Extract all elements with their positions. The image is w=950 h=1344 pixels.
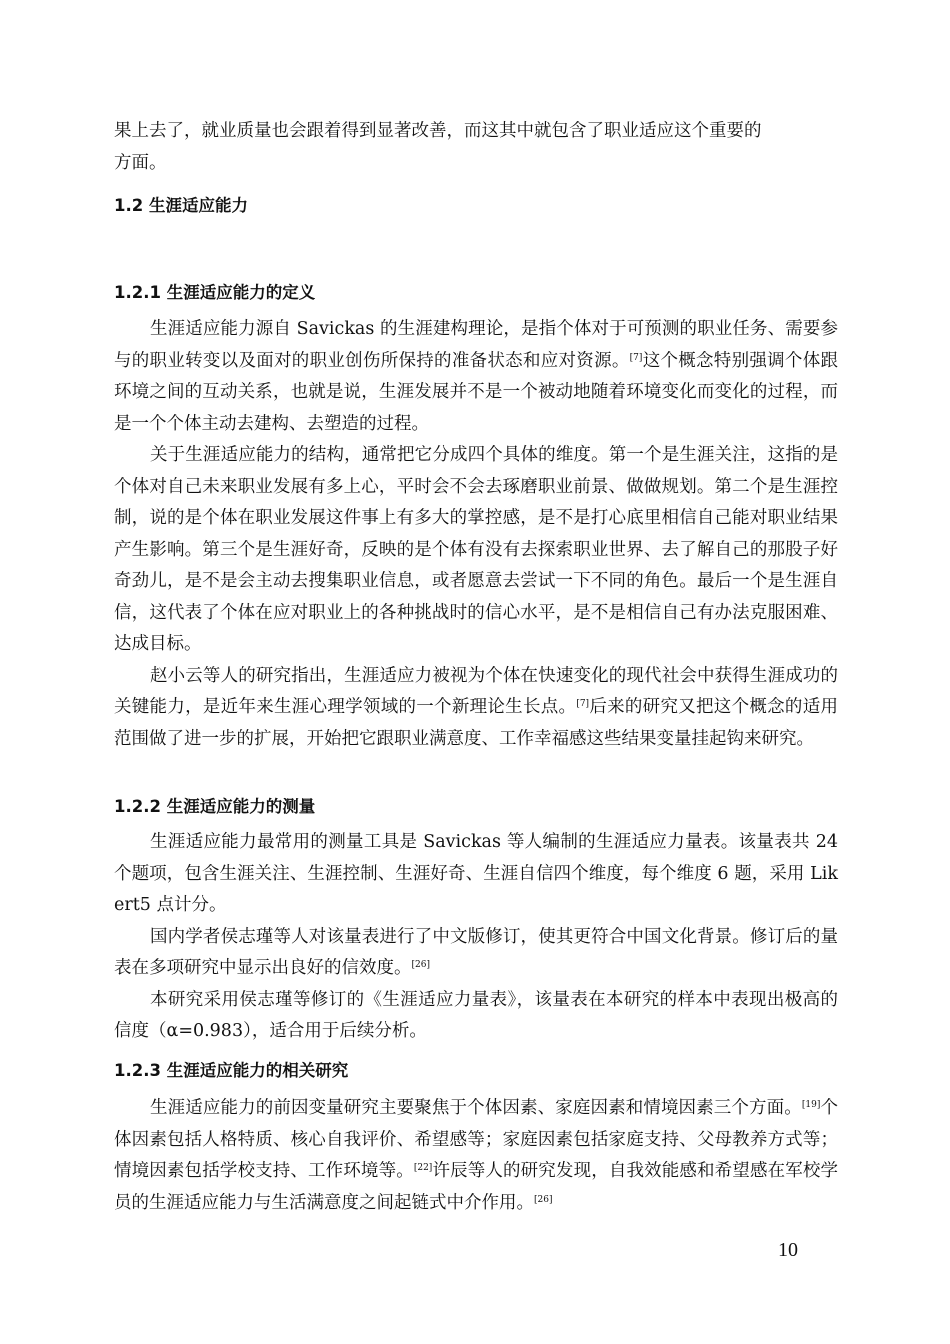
antecedents-paragraph — [114, 1093, 838, 1219]
measurement-section-body — [114, 827, 838, 1048]
text-span: 个体因素包括人格特质、核心自我评价、希望感等；家庭因素包括家庭支持、父母教养方式等；情境因素包括学校支持、工作环境等。 — [114, 1098, 839, 1181]
subsection-title: 1.2.2 生涯适应能力的测量 — [114, 797, 316, 816]
section-heading-1-2 — [114, 194, 838, 218]
section-title: 1.2 生涯适应能力 — [114, 196, 248, 215]
text-span: 许辰等人的研究发现，自我效能感和希望感在军校学员的生涯适应能力与生活满意度之间起链式中介作用。 — [114, 1161, 838, 1213]
scale-paragraph: 生涯适应能力最常用的测量工具是 Savickas 等人编制的生涯适应力量表。该量表共 24 个题项，包含生涯关注、生涯控制、生涯好奇、生涯自信四个维度，每个维度 6 题，采用 Likert5 点计分。 — [114, 832, 838, 915]
citation: [19] — [801, 1100, 821, 1110]
intro-line-1: 果上去了，就业质量也会跟着得到显著改善，而这其中就包含了职业适应这个重要的 — [114, 121, 762, 141]
text-span: 生涯适应能力源自 Savickas 的生涯建构理论，是指个体对于可预测的职业任务、需要参与的职业转变以及面对的职业创伤所保持的准备状态和应对资源。 — [114, 319, 838, 371]
citation: [26] — [534, 1194, 553, 1205]
revision-paragraph — [114, 922, 838, 985]
related-research-body — [114, 1093, 838, 1219]
subsection-title: 1.2.1 生涯适应能力的定义 — [114, 283, 316, 302]
definition-paragraph — [114, 314, 838, 440]
section-heading-1-2-2 — [114, 795, 838, 819]
citation: [26] — [411, 960, 430, 970]
subsection-title: 1.2.3 生涯适应能力的相关研究 — [114, 1061, 349, 1080]
intro-line-2: 方面。 — [114, 152, 167, 173]
extension-paragraph — [114, 661, 838, 756]
intro-paragraph — [114, 116, 838, 179]
text-span: 生涯适应能力的前因变量研究主要聚焦于个体因素、家庭因素和情境因素三个方面。 — [150, 1098, 802, 1118]
text-span: 后来的研究又把这个概念的适用范围做了进一步的扩展，开始把它跟职业满意度、工作幸福感这些结果变量挂起钩来研究。 — [114, 697, 838, 749]
section-heading-1-2-3 — [114, 1059, 838, 1083]
citation: [7] — [576, 699, 590, 709]
definition-section-body — [114, 314, 838, 755]
citation: [7] — [629, 352, 643, 363]
citation: [22] — [413, 1163, 433, 1173]
text-span: 这个概念特别强调个体跟环境之间的互动关系，也就是说，生涯发展并不是一个被动地随着环境变化而变化的过程，而是一个个体主动去建构、去塑造的过程。 — [114, 350, 838, 434]
text-span: 国内学者侯志瑾等人对该量表进行了中文版修订，使其更符合中国文化背景。修订后的量表在多项研究中显示出良好的信效度。 — [114, 926, 838, 978]
section-heading-1-2-1 — [114, 281, 838, 305]
structure-paragraph: 关于生涯适应能力的结构，通常把它分成四个具体的维度。第一个是生涯关注，这指的是个体对自己未来职业发展有多上心，平时会不会去琢磨职业前景、做做规划。第二个是生涯控制，说的是个体在职业发展这件事上有多大的掌控感，是不是打心底里相信自己能对职业结果产生影响。第三个是生涯好奇，反映的是个体有没有去探索职业世界、去了解自己的那股子好奇劲儿，是不是会主动去搜集职业信息，或者愿意去尝试一下不同的角色。最后一个是生涯自信，这代表了个体在应对职业上的各种挑战时的信心水平，是不是相信自己有办法克服困难、达成目标。 — [114, 445, 838, 654]
reliability-paragraph: 本研究采用侯志瑾等修订的《生涯适应力量表》，该量表在本研究的样本中表现出极高的信度（α=0.983），适合用于后续分析。 — [114, 989, 838, 1041]
text-span: 赵小云等人的研究指出，生涯适应力被视为个体在快速变化的现代社会中获得生涯成功的关键能力，是近年来生涯心理学领域的一个新理论生长点。 — [114, 665, 838, 717]
page-number: 10 — [778, 1239, 798, 1261]
